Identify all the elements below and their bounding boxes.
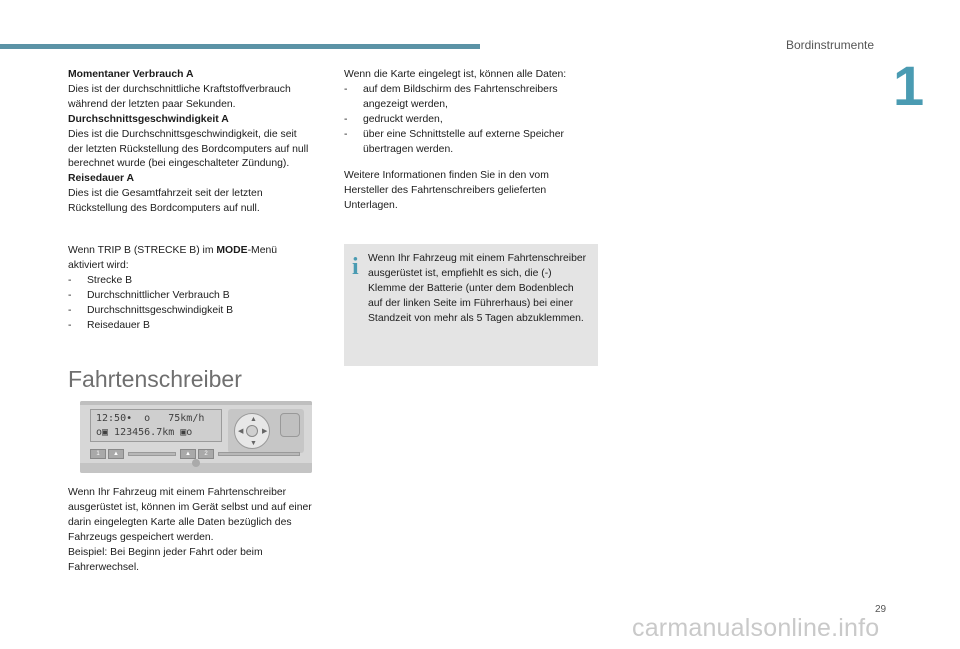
info-icon: i <box>352 254 359 280</box>
list-dash: - <box>344 83 348 95</box>
list-item-text <box>363 113 443 128</box>
list-dash: - <box>344 128 348 140</box>
card-slot-2 <box>218 452 300 456</box>
section-title: Fahrtenschreiber <box>68 366 242 392</box>
list-item-text: Strecke B <box>87 274 133 286</box>
spacer <box>68 217 324 244</box>
list-item <box>344 128 600 158</box>
text-line: Standzeit von mehr als 5 Tagen abzuklemmen. <box>368 312 584 324</box>
arrow-left-icon: ◀ <box>238 428 244 435</box>
text-line: auf der linken Seite im Führerhaus) bei einer <box>368 297 574 309</box>
trip-intro-text: -Menü <box>247 245 278 257</box>
list-dash: - <box>68 274 72 286</box>
tacho-display <box>90 409 222 442</box>
text-line: Fahrzeugs gespeichert werden. <box>68 531 214 543</box>
list-item <box>344 83 600 113</box>
info-text <box>368 252 596 327</box>
tacho-eject-button <box>280 413 300 437</box>
list-item <box>68 319 324 334</box>
text-line: auf dem Bildschirm des Fahrtenschreibers <box>363 83 558 95</box>
text-line: Unterlagen. <box>344 200 398 212</box>
eject-icon: ▲ <box>108 449 124 459</box>
knob-center <box>246 425 258 437</box>
text-line: darin eingelegten Karte alle Daten bezüglich des <box>68 516 292 528</box>
page-number: 29 <box>875 604 887 615</box>
spacer <box>344 157 600 169</box>
list-item-text <box>363 83 558 113</box>
text-line: Wenn die Karte eingelegt ist, können alle Daten: <box>344 69 567 80</box>
text-line: Klemme der Batterie (unter dem Bodenblech <box>368 282 574 294</box>
list-item <box>344 113 600 128</box>
text-line: übertragen werden. <box>363 143 454 155</box>
trip-intro-text: Wenn TRIP B (STRECKE B) im <box>68 245 217 257</box>
card-slot-1 <box>128 452 176 456</box>
right-column <box>344 68 600 214</box>
text-line: ausgerüstet ist, können im Gerät selbst und auf einer <box>68 501 312 513</box>
text-line: gedruckt werden, <box>363 113 443 125</box>
tacho-display-line1: 12:50• o 75km/h <box>96 413 205 424</box>
list-dash: - <box>68 304 72 316</box>
list-item-text: Durchschnittsgeschwindigkeit B <box>87 304 234 316</box>
text-line: angezeigt werden, <box>363 98 448 110</box>
text-line: Dies ist die Gesamtfahrzeit seit der letzten <box>68 188 263 200</box>
list-item <box>68 274 324 289</box>
text-line: Wenn Ihr Fahrzeug mit einem Fahrtenschreiber <box>368 253 587 264</box>
list-item <box>68 289 324 304</box>
text-line: Dies ist der durchschnittliche Kraftstoffverbrauch <box>68 83 291 95</box>
text-line: der letzten Rückstellung des Bordcomputers auf null <box>68 143 309 155</box>
text-line: Wenn Ihr Fahrzeug mit einem Fahrtenschreiber <box>68 487 287 498</box>
heading-travel-time: Reisedauer A <box>68 173 135 185</box>
list-item-text: Durchschnittlicher Verbrauch B <box>87 289 230 301</box>
tachograph-description <box>68 486 328 575</box>
text-line: aktiviert wird: <box>68 259 129 271</box>
list-dash: - <box>68 289 72 301</box>
trip-b-intro <box>68 244 324 259</box>
slot-1-button: 1 <box>90 449 106 459</box>
text-line: während der letzten paar Sekunden. <box>68 98 236 110</box>
mode-keyword: MODE <box>216 245 248 257</box>
tacho-screw <box>192 459 200 467</box>
header-accent-bar <box>0 44 480 49</box>
text-line: berechnet wurde (bei eingeschalteter Zündung). <box>68 158 290 170</box>
text-line: Dies ist die Durchschnittsgeschwindigkeit, die seit <box>68 128 297 140</box>
arrow-down-icon: ▼ <box>250 440 257 447</box>
text-line: ausgerüstet ist, empfiehlt es sich, die (-) <box>368 267 552 279</box>
text-line: Beispiel: Bei Beginn jeder Fahrt oder beim <box>68 546 263 558</box>
heading-instant-consumption: Momentaner Verbrauch A <box>68 69 194 80</box>
tacho-top-edge <box>80 401 312 405</box>
eject-icon: ▲ <box>180 449 196 459</box>
tachograph-image <box>80 401 312 473</box>
text-line: Rückstellung des Bordcomputers auf null. <box>68 203 260 215</box>
text-line: über eine Schnittstelle auf externe Speicher <box>363 128 565 140</box>
tacho-control-knob <box>234 413 270 449</box>
heading-average-speed: Durchschnittsgeschwindigkeit A <box>68 113 229 125</box>
list-item-text: Reisedauer B <box>87 319 150 331</box>
list-item <box>68 304 324 319</box>
watermark: carmanualsonline.info <box>632 614 880 642</box>
list-item-text <box>363 128 564 158</box>
text-line: Weitere Informationen finden Sie in den vom <box>344 170 549 182</box>
text-line: Fahrerwechsel. <box>68 561 140 573</box>
tacho-card-slots <box>90 449 304 459</box>
arrow-up-icon: ▲ <box>250 416 257 423</box>
info-box <box>344 244 598 366</box>
chapter-number: 1 <box>893 54 925 117</box>
list-dash: - <box>68 319 72 331</box>
list-dash: - <box>344 113 348 125</box>
text-line: Hersteller des Fahrtenschreibers gelieferten <box>344 185 547 197</box>
arrow-right-icon: ▶ <box>262 428 268 435</box>
section-header: Bordinstrumente <box>785 38 874 52</box>
tacho-display-line2: o▣ 123456.7km ▣o <box>96 427 193 438</box>
left-column <box>68 68 324 334</box>
slot-2-button: 2 <box>198 449 214 459</box>
